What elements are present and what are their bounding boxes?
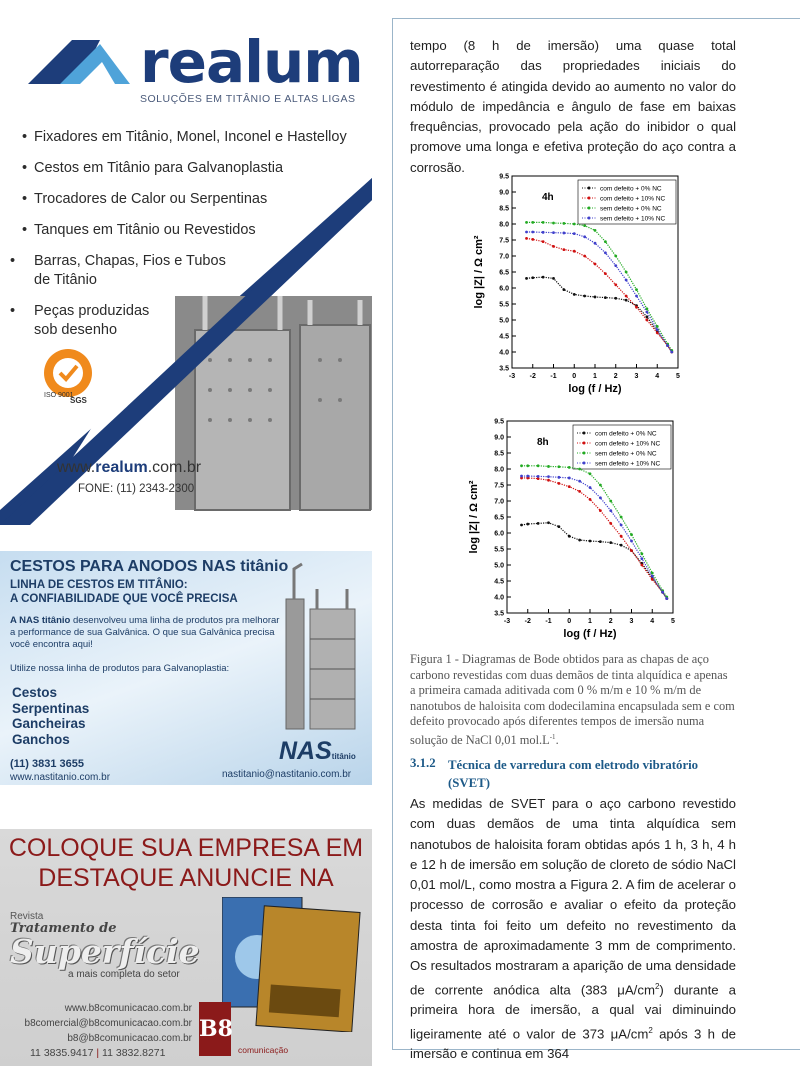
data-point bbox=[526, 523, 529, 526]
data-point bbox=[537, 464, 540, 467]
x-axis-label: log (f / Hz) bbox=[568, 383, 622, 395]
realum-product-list bbox=[10, 128, 347, 352]
data-point bbox=[614, 283, 617, 286]
data-point bbox=[604, 251, 607, 254]
list-item: • Cestos em Titânio para Galvanoplastia bbox=[22, 160, 284, 176]
data-point bbox=[520, 524, 523, 527]
y-tick-label: 6.5 bbox=[494, 514, 504, 522]
data-point bbox=[520, 464, 523, 467]
data-point bbox=[635, 306, 638, 309]
data-point bbox=[578, 490, 581, 493]
legend-entry: sem defeito + 10% NC bbox=[600, 215, 666, 223]
svg-text:SGS: SGS bbox=[70, 396, 87, 405]
x-tick-label: 4 bbox=[655, 373, 660, 380]
nas-titanio-ad[interactable] bbox=[0, 551, 372, 785]
data-point bbox=[578, 539, 581, 542]
bode-chart-4h bbox=[460, 168, 690, 398]
y-tick-label: 8.5 bbox=[494, 450, 504, 458]
data-point bbox=[614, 264, 617, 267]
data-point bbox=[578, 468, 581, 471]
list-item: • Peças produzidas sob desenho bbox=[10, 303, 150, 338]
data-point bbox=[552, 277, 555, 280]
titanium-basket-image bbox=[282, 559, 362, 739]
y-tick-label: 4.0 bbox=[494, 594, 504, 602]
nas-phone: (11) 3831 3655 bbox=[10, 758, 85, 770]
data-point bbox=[583, 295, 586, 298]
nas-website-link[interactable]: www.nastitanio.com.br bbox=[10, 772, 111, 783]
y-tick-label: 5.0 bbox=[494, 562, 504, 570]
x-tick-label: -1 bbox=[545, 618, 552, 625]
data-point bbox=[594, 296, 597, 299]
svg-text:ISO 9001: ISO 9001 bbox=[44, 392, 74, 399]
data-point bbox=[651, 578, 654, 581]
data-point bbox=[542, 240, 545, 243]
y-tick-label: 4.5 bbox=[499, 333, 509, 341]
legend-entry: com defeito + 10% NC bbox=[600, 195, 666, 203]
section-title: Técnica de varredura com eletrodo vibratório (SVET) bbox=[448, 758, 699, 790]
data-point bbox=[635, 295, 638, 298]
data-point bbox=[568, 535, 571, 538]
x-tick-label: 0 bbox=[572, 373, 577, 380]
data-point bbox=[562, 222, 565, 225]
data-point bbox=[589, 486, 592, 489]
x-tick-label: 3 bbox=[634, 373, 639, 380]
data-point bbox=[625, 271, 628, 274]
legend-marker bbox=[588, 217, 591, 220]
data-point bbox=[620, 524, 623, 527]
x-tick-label: 1 bbox=[593, 373, 597, 380]
data-point bbox=[526, 475, 529, 478]
y-tick-label: 8.0 bbox=[499, 221, 509, 229]
data-point bbox=[542, 221, 545, 224]
article-paragraph-2: As medidas de SVET para o aço carbono revestido com duas demãos de uma tinta alquídica sem nanotubos de haloisita foram obtidas após 1 h, 3 h, 4 h e 12 h de imersão em solução de cloreto de sódio NaCl 0,01 mol/L, como mostra a Figura 2. A fim de acelerar o processo de corrosão e avaliar o efeito da proteção desta tinta foi feito um defeito no revestimento da amostra de aproximadamente 3 mm de comprimento. Os resultados mostraram a aparição de uma densidade de corrente anódica alta (383 $\mu A/cm^2$) durante a primeira hora de imersão, a qual vai diminuindo ligeiramente até o valor de 373 $\mu A/cm^2$ após 3 h de imersão e continua em 364 bbox=[410, 796, 737, 1062]
y-tick-label: 5.5 bbox=[494, 546, 504, 554]
data-point bbox=[645, 315, 648, 318]
magazine-covers-image bbox=[222, 897, 362, 1032]
data-point bbox=[661, 591, 664, 594]
x-tick-label: -1 bbox=[550, 373, 557, 380]
data-point bbox=[589, 498, 592, 501]
figure-caption: Figura 1 - Diagramas de Bode obtidos para as chapas de aço carbono revestidas com duas demãos de tinta alquídica e apenas a primeira camada aditivada com 0 % m/m e 10 % m/m de nanotubos de haloisita com dodecilamina encapsulada sem e com defeito provocado após diferentes tempos de imersão numa solução de NaCl 0,01 $mol.L^{-1}$. bbox=[410, 652, 735, 747]
x-axis-label: log (f / Hz) bbox=[563, 628, 617, 640]
x-tick-label: -2 bbox=[524, 618, 531, 625]
b8-commercial-email-link[interactable]: b8comercial@b8comunicacao.com.br bbox=[24, 1018, 192, 1029]
data-point bbox=[630, 540, 633, 543]
magazine-slogan: a mais completa do setor bbox=[68, 969, 180, 980]
legend-entry: com defeito + 10% NC bbox=[595, 440, 661, 448]
y-tick-label: 7.0 bbox=[499, 253, 509, 261]
b8-phones: 11 3835.9417 | 11 3832.8271 bbox=[30, 1047, 166, 1059]
nas-email-link[interactable]: nastitanio@nastitanio.com.br bbox=[222, 769, 352, 780]
legend-marker bbox=[588, 207, 591, 210]
data-point bbox=[609, 522, 612, 525]
data-point bbox=[531, 231, 534, 234]
data-point bbox=[531, 276, 534, 279]
data-point bbox=[589, 540, 592, 543]
data-point bbox=[645, 319, 648, 322]
data-point bbox=[557, 482, 560, 485]
data-point bbox=[552, 245, 555, 248]
data-point bbox=[599, 496, 602, 499]
data-point bbox=[604, 272, 607, 275]
data-point bbox=[640, 552, 643, 555]
data-point bbox=[568, 477, 571, 480]
magazine-label: Revista bbox=[10, 911, 44, 922]
b8-website-link[interactable]: www.b8comunicacao.com.br bbox=[64, 1003, 192, 1014]
realum-url[interactable]: www.realum.com.br bbox=[57, 459, 202, 476]
article-paragraph-1: tempo (8 h de imersão) uma quase total autorreparação das propriedades iniciais do revestimento é atingida devido ao aumento no valor do módulo de impedância e ângulo de fase em baixas frequências, provocado pela ação do inibidor o qual promove uma longa e efetiva proteção do aço contra a corrosão. bbox=[410, 38, 736, 175]
x-tick-label: -3 bbox=[503, 618, 511, 625]
legend-marker bbox=[588, 197, 591, 200]
data-point bbox=[537, 522, 540, 525]
x-tick-label: 3 bbox=[629, 618, 634, 625]
panel-label: 4h bbox=[542, 192, 554, 203]
data-point bbox=[583, 235, 586, 238]
x-tick-label: 2 bbox=[608, 618, 613, 625]
data-point bbox=[525, 277, 528, 280]
data-point bbox=[557, 476, 560, 479]
realum-tagline: SOLUÇÕES EM TITÂNIO E ALTAS LIGAS bbox=[140, 93, 356, 105]
data-point bbox=[656, 328, 659, 331]
legend-marker bbox=[588, 187, 591, 190]
y-tick-label: 6.0 bbox=[494, 530, 504, 538]
y-tick-label: 9.5 bbox=[494, 418, 504, 426]
panel-label: 8h bbox=[537, 437, 549, 448]
data-point bbox=[568, 466, 571, 469]
data-point bbox=[620, 535, 623, 538]
data-point bbox=[531, 221, 534, 224]
y-tick-label: 6.5 bbox=[499, 269, 509, 277]
legend-entry: sem defeito + 0% NC bbox=[595, 450, 657, 458]
data-point bbox=[562, 232, 565, 235]
x-tick-label: -3 bbox=[508, 373, 516, 380]
b8-email-link[interactable]: b8@b8comunicacao.com.br bbox=[67, 1033, 192, 1044]
data-point bbox=[599, 484, 602, 487]
series-line bbox=[522, 466, 667, 597]
data-point bbox=[557, 465, 560, 468]
iso-certification-badge bbox=[40, 345, 100, 405]
data-point bbox=[604, 240, 607, 243]
legend-marker bbox=[583, 442, 586, 445]
data-point bbox=[547, 521, 550, 524]
y-tick-label: 7.0 bbox=[494, 498, 504, 506]
list-item: • Tanques em Titânio ou Revestidos bbox=[22, 222, 256, 238]
legend-marker bbox=[583, 432, 586, 435]
data-point bbox=[620, 516, 623, 519]
nas-subtitle: LINHA DE CESTOS EM TITÂNIO: A CONFIABILIDADE QUE VOCÊ PRECISA bbox=[10, 579, 238, 605]
legend-marker bbox=[583, 452, 586, 455]
data-point bbox=[599, 540, 602, 543]
data-point bbox=[651, 575, 654, 578]
data-point bbox=[552, 222, 555, 225]
data-point bbox=[640, 564, 643, 567]
data-point bbox=[547, 479, 550, 482]
data-point bbox=[547, 465, 550, 468]
x-tick-label: 5 bbox=[671, 618, 675, 625]
magazine-subtitle: Tratamento de bbox=[10, 921, 117, 936]
data-point bbox=[562, 248, 565, 251]
x-tick-label: -2 bbox=[529, 373, 536, 380]
list-item: • Fixadores em Titânio, Monel, Inconel e Hastelloy bbox=[22, 129, 347, 145]
realum-logo: realum bbox=[140, 28, 363, 96]
legend-entry: com defeito + 0% NC bbox=[595, 430, 657, 438]
series-line bbox=[527, 222, 672, 350]
series-line bbox=[522, 478, 667, 599]
data-point bbox=[578, 480, 581, 483]
y-tick-label: 3.5 bbox=[494, 610, 504, 618]
y-tick-label: 7.5 bbox=[494, 482, 504, 490]
data-point bbox=[609, 541, 612, 544]
data-point bbox=[526, 464, 529, 467]
y-axis-label: log |Z| / Ω cm² bbox=[473, 235, 485, 309]
y-tick-label: 6.0 bbox=[499, 285, 509, 293]
b8-logo: B8 bbox=[199, 1002, 231, 1056]
data-point bbox=[594, 229, 597, 232]
data-point bbox=[537, 475, 540, 478]
y-tick-label: 9.0 bbox=[499, 189, 509, 197]
ad-headline: COLOQUE SUA EMPRESA EM DESTAQUE ANUNCIE NA bbox=[8, 834, 364, 892]
data-point bbox=[635, 288, 638, 291]
legend-marker bbox=[583, 462, 586, 465]
y-tick-label: 4.5 bbox=[494, 578, 504, 586]
data-point bbox=[645, 311, 648, 314]
x-tick-label: 5 bbox=[676, 373, 680, 380]
data-point bbox=[573, 293, 576, 296]
data-point bbox=[645, 307, 648, 310]
y-axis-label: log |Z| / Ω cm² bbox=[468, 480, 480, 554]
legend-entry: sem defeito + 0% NC bbox=[600, 205, 662, 213]
data-point bbox=[630, 549, 633, 552]
data-point bbox=[583, 224, 586, 227]
y-tick-label: 7.5 bbox=[499, 237, 509, 245]
nas-title: CESTOS PARA ANODOS NAS titânio bbox=[10, 558, 289, 575]
data-point bbox=[640, 557, 643, 560]
data-point bbox=[573, 223, 576, 226]
data-point bbox=[630, 533, 633, 536]
b8-contacts bbox=[25, 1001, 192, 1046]
data-point bbox=[573, 250, 576, 253]
data-point bbox=[594, 263, 597, 266]
y-tick-label: 8.0 bbox=[494, 466, 504, 474]
series-line bbox=[527, 232, 672, 352]
data-point bbox=[557, 525, 560, 528]
y-tick-label: 4.0 bbox=[499, 349, 509, 357]
data-point bbox=[547, 475, 550, 478]
data-point bbox=[525, 231, 528, 234]
data-point bbox=[525, 221, 528, 224]
data-point bbox=[609, 509, 612, 512]
section-number: 3.1.2 bbox=[410, 756, 436, 770]
x-tick-label: 0 bbox=[567, 618, 572, 625]
list-item: • Barras, Chapas, Fios e Tubos de Titânio bbox=[10, 253, 226, 288]
data-point bbox=[614, 297, 617, 300]
data-point bbox=[583, 255, 586, 258]
b8-logo-text: comunicação bbox=[238, 1045, 289, 1055]
data-point bbox=[552, 231, 555, 234]
data-point bbox=[625, 279, 628, 282]
data-point bbox=[651, 572, 654, 575]
bode-chart-8h bbox=[455, 413, 685, 643]
nas-description: A NAS titânio desenvolveu uma linha de produtos pra melhorar a performance de sua Galvânica. O que sua Galvânica precisa você encontra aqui! bbox=[10, 615, 280, 650]
x-tick-label: 1 bbox=[588, 618, 592, 625]
data-point bbox=[670, 351, 673, 354]
data-point bbox=[614, 255, 617, 258]
x-tick-label: 2 bbox=[613, 373, 618, 380]
data-point bbox=[542, 276, 545, 279]
data-point bbox=[589, 472, 592, 475]
series-line bbox=[522, 476, 667, 599]
list-item: • Trocadores de Calor ou Serpentinas bbox=[22, 191, 268, 207]
y-tick-label: 8.5 bbox=[499, 205, 509, 213]
x-tick-label: 4 bbox=[650, 618, 655, 625]
nas-product-list: Cestos Serpentinas Gancheiras Ganchos bbox=[12, 685, 90, 747]
data-point bbox=[525, 237, 528, 240]
data-point bbox=[604, 296, 607, 299]
nas-logo: NAStitânio bbox=[279, 737, 356, 765]
magazine-logo: Superfície bbox=[10, 932, 200, 971]
data-point bbox=[573, 232, 576, 235]
data-point bbox=[625, 299, 628, 302]
data-point bbox=[531, 238, 534, 241]
data-point bbox=[568, 485, 571, 488]
y-tick-label: 9.5 bbox=[499, 173, 509, 181]
data-point bbox=[562, 288, 565, 291]
y-tick-label: 3.5 bbox=[499, 365, 509, 373]
data-point bbox=[599, 509, 602, 512]
data-point bbox=[542, 231, 545, 234]
data-point bbox=[520, 475, 523, 478]
data-point bbox=[625, 295, 628, 298]
y-tick-label: 5.5 bbox=[499, 301, 509, 309]
nas-cta: Utilize nossa linha de produtos para Galvanoplastia: bbox=[10, 663, 230, 674]
legend-entry: sem defeito + 10% NC bbox=[595, 460, 661, 468]
series-line bbox=[527, 238, 672, 352]
data-point bbox=[666, 344, 669, 347]
realum-phone: FONE: (11) 2343-2300 bbox=[78, 483, 195, 495]
realum-ad[interactable] bbox=[0, 0, 392, 525]
b8-advertise-ad[interactable] bbox=[0, 829, 372, 1066]
data-point bbox=[665, 597, 668, 600]
data-point bbox=[594, 242, 597, 245]
data-point bbox=[609, 500, 612, 503]
legend-entry: com defeito + 0% NC bbox=[600, 185, 662, 193]
data-point bbox=[620, 544, 623, 547]
y-tick-label: 5.0 bbox=[499, 317, 509, 325]
y-tick-label: 9.0 bbox=[494, 434, 504, 442]
